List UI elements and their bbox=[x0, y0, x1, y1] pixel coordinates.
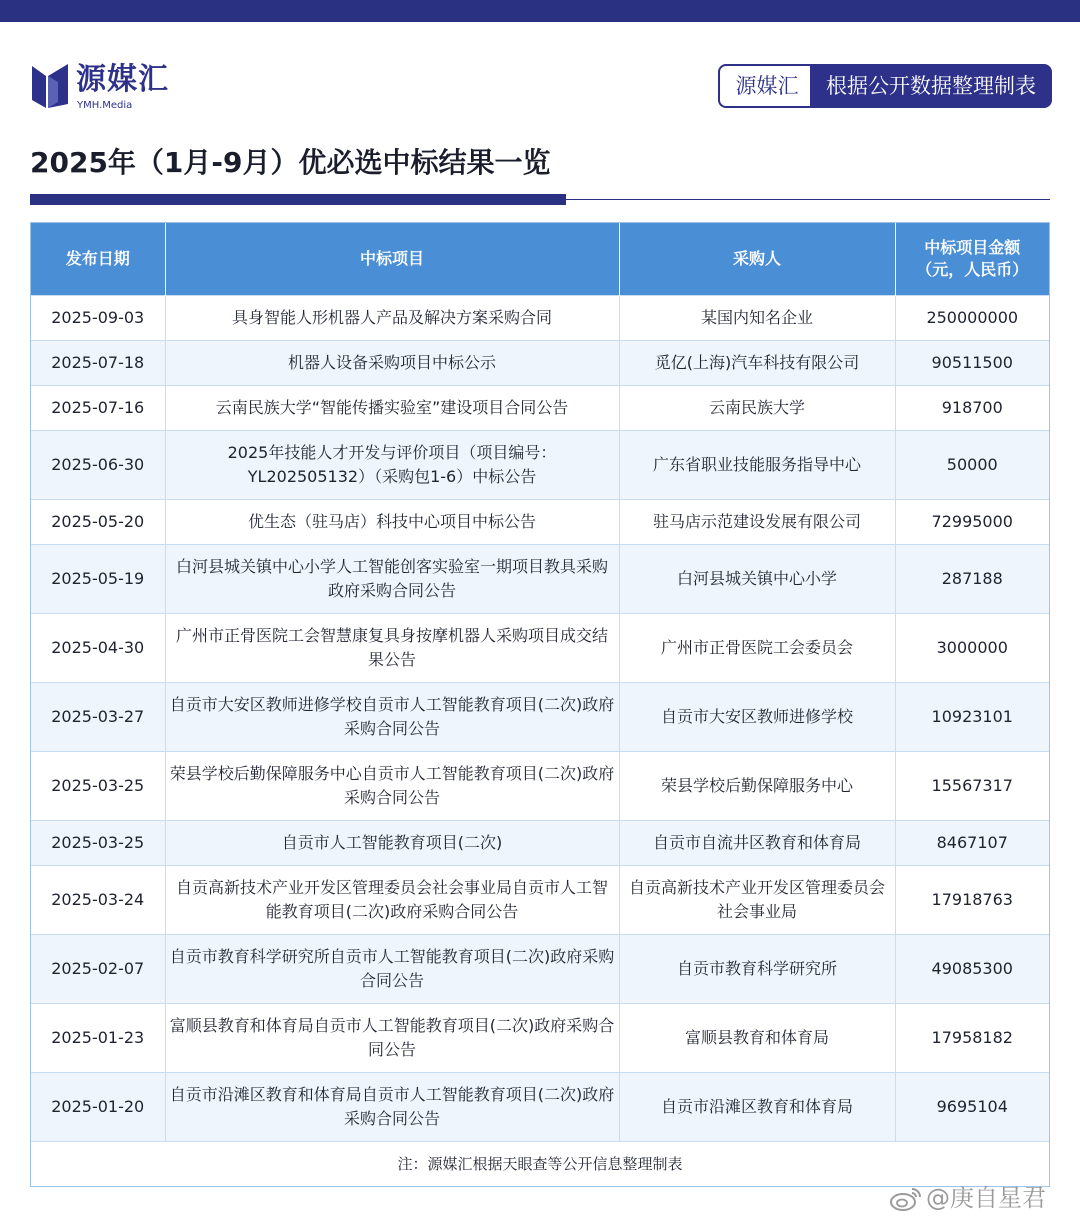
cell-project: 广州市正骨医院工会智慧康复具身按摩机器人采购项目成交结果公告 bbox=[165, 614, 619, 683]
table-row bbox=[31, 1073, 1049, 1142]
weibo-icon bbox=[890, 1186, 922, 1212]
header-amount-line2: （元，人民币） bbox=[916, 260, 1029, 279]
badge-brand: 源媒汇 bbox=[718, 64, 814, 108]
header-amount bbox=[895, 223, 1049, 296]
cell-date: 2025-05-19 bbox=[31, 545, 165, 614]
logo-mark-icon bbox=[30, 62, 70, 110]
source-badge bbox=[718, 64, 1052, 106]
table-row bbox=[31, 341, 1049, 386]
page-title: 2025年（1月-9月）优必选中标结果一览 bbox=[30, 146, 551, 179]
table-row bbox=[31, 1004, 1049, 1073]
table-row bbox=[31, 431, 1049, 500]
header-date: 发布日期 bbox=[31, 223, 165, 296]
watermark-text: @庚自星君 bbox=[926, 1184, 1046, 1212]
table-note: 注：源媒汇根据天眼查等公开信息整理制表 bbox=[31, 1142, 1049, 1187]
cell-buyer: 自贡市教育科学研究所 bbox=[619, 935, 895, 1004]
top-accent-bar bbox=[0, 0, 1080, 22]
cell-project: 云南民族大学“智能传播实验室”建设项目合同公告 bbox=[165, 386, 619, 431]
header-project: 中标项目 bbox=[165, 223, 619, 296]
cell-date: 2025-04-30 bbox=[31, 614, 165, 683]
results-table bbox=[31, 223, 1049, 1186]
cell-buyer: 自贡市沿滩区教育和体育局 bbox=[619, 1073, 895, 1142]
logo-name: 源媒汇 bbox=[76, 62, 169, 97]
cell-date: 2025-01-23 bbox=[31, 1004, 165, 1073]
cell-buyer: 驻马店示范建设发展有限公司 bbox=[619, 500, 895, 545]
table-row bbox=[31, 935, 1049, 1004]
cell-project: 自贡高新技术产业开发区管理委员会社会事业局自贡市人工智能教育项目(二次)政府采购合同公告 bbox=[165, 866, 619, 935]
cell-project: 自贡市人工智能教育项目(二次) bbox=[165, 821, 619, 866]
cell-date: 2025-05-20 bbox=[31, 500, 165, 545]
cell-buyer: 荣县学校后勤保障服务中心 bbox=[619, 752, 895, 821]
cell-project: 富顺县教育和体育局自贡市人工智能教育项目(二次)政府采购合同公告 bbox=[165, 1004, 619, 1073]
cell-buyer: 白河县城关镇中心小学 bbox=[619, 545, 895, 614]
table-note-row bbox=[31, 1142, 1049, 1187]
cell-date: 2025-03-25 bbox=[31, 821, 165, 866]
table-row bbox=[31, 752, 1049, 821]
table-row bbox=[31, 500, 1049, 545]
cell-amount: 3000000 bbox=[895, 614, 1049, 683]
watermark bbox=[890, 1181, 1046, 1215]
cell-buyer: 富顺县教育和体育局 bbox=[619, 1004, 895, 1073]
cell-project: 自贡市沿滩区教育和体育局自贡市人工智能教育项目(二次)政府采购合同公告 bbox=[165, 1073, 619, 1142]
cell-amount: 17958182 bbox=[895, 1004, 1049, 1073]
brand-logo bbox=[30, 58, 200, 114]
cell-buyer: 自贡市大安区教师进修学校 bbox=[619, 683, 895, 752]
cell-project: 自贡市教育科学研究所自贡市人工智能教育项目(二次)政府采购合同公告 bbox=[165, 935, 619, 1004]
cell-amount: 90511500 bbox=[895, 341, 1049, 386]
table-row bbox=[31, 545, 1049, 614]
cell-date: 2025-01-20 bbox=[31, 1073, 165, 1142]
cell-date: 2025-07-16 bbox=[31, 386, 165, 431]
cell-amount: 287188 bbox=[895, 545, 1049, 614]
cell-date: 2025-03-25 bbox=[31, 752, 165, 821]
logo-subtitle: YMH.Media bbox=[77, 100, 133, 111]
cell-project: 具身智能人形机器人产品及解决方案采购合同 bbox=[165, 296, 619, 341]
cell-date: 2025-02-07 bbox=[31, 935, 165, 1004]
cell-date: 2025-06-30 bbox=[31, 431, 165, 500]
cell-project: 机器人设备采购项目中标公示 bbox=[165, 341, 619, 386]
cell-date: 2025-09-03 bbox=[31, 296, 165, 341]
cell-date: 2025-03-27 bbox=[31, 683, 165, 752]
table-row bbox=[31, 614, 1049, 683]
cell-buyer: 广州市正骨医院工会委员会 bbox=[619, 614, 895, 683]
cell-date: 2025-07-18 bbox=[31, 341, 165, 386]
table-header-row bbox=[31, 223, 1049, 296]
cell-project: 荣县学校后勤保障服务中心自贡市人工智能教育项目(二次)政府采购合同公告 bbox=[165, 752, 619, 821]
cell-amount: 8467107 bbox=[895, 821, 1049, 866]
cell-amount: 50000 bbox=[895, 431, 1049, 500]
table-row bbox=[31, 296, 1049, 341]
cell-amount: 49085300 bbox=[895, 935, 1049, 1004]
table-row bbox=[31, 821, 1049, 866]
cell-buyer: 自贡市自流井区教育和体育局 bbox=[619, 821, 895, 866]
cell-buyer: 觅亿(上海)汽车科技有限公司 bbox=[619, 341, 895, 386]
table-row bbox=[31, 866, 1049, 935]
title-divider-line bbox=[566, 199, 1050, 200]
cell-project: 自贡市大安区教师进修学校自贡市人工智能教育项目(二次)政府采购合同公告 bbox=[165, 683, 619, 752]
cell-amount: 72995000 bbox=[895, 500, 1049, 545]
cell-amount: 10923101 bbox=[895, 683, 1049, 752]
table-row bbox=[31, 683, 1049, 752]
cell-project: 白河县城关镇中心小学人工智能创客实验室一期项目教具采购政府采购合同公告 bbox=[165, 545, 619, 614]
cell-amount: 918700 bbox=[895, 386, 1049, 431]
cell-amount: 250000000 bbox=[895, 296, 1049, 341]
header-buyer: 采购人 bbox=[619, 223, 895, 296]
cell-project: 2025年技能人才开发与评价项目（项目编号：YL202505132）（采购包1-6）中标公告 bbox=[165, 431, 619, 500]
cell-amount: 9695104 bbox=[895, 1073, 1049, 1142]
cell-amount: 17918763 bbox=[895, 866, 1049, 935]
cell-buyer: 自贡高新技术产业开发区管理委员会社会事业局 bbox=[619, 866, 895, 935]
cell-date: 2025-03-24 bbox=[31, 866, 165, 935]
cell-buyer: 某国内知名企业 bbox=[619, 296, 895, 341]
table-row bbox=[31, 386, 1049, 431]
cell-amount: 15567317 bbox=[895, 752, 1049, 821]
cell-buyer: 云南民族大学 bbox=[619, 386, 895, 431]
cell-buyer: 广东省职业技能服务指导中心 bbox=[619, 431, 895, 500]
cell-project: 优生态（驻马店）科技中心项目中标公告 bbox=[165, 500, 619, 545]
title-underline bbox=[30, 194, 566, 205]
badge-text: 根据公开数据整理制表 bbox=[810, 64, 1052, 108]
header-amount-line1: 中标项目金额 bbox=[924, 238, 1021, 257]
results-table-container bbox=[30, 222, 1050, 1187]
